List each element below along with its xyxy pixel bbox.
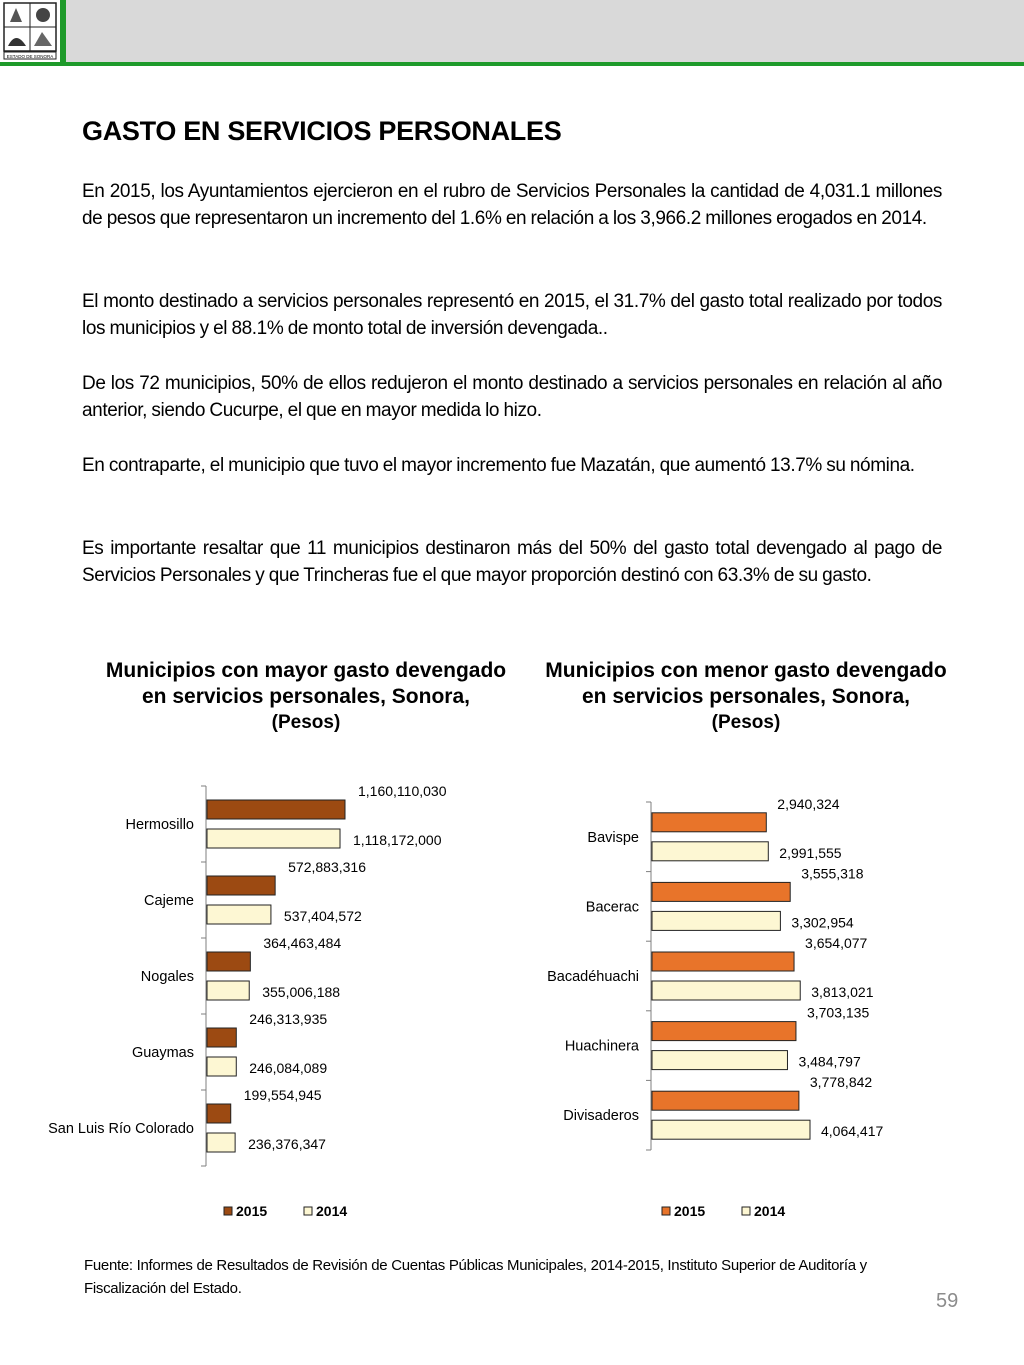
legend-label-2015: 2015 bbox=[236, 1203, 268, 1219]
paragraph-2: El monto destinado a servicios personales representó en 2015, el 31.7% del gasto total realizado por todos los municipios y el 88.1% de monto total de inversión devengada.. bbox=[82, 291, 942, 339]
bar-2015-guaymas bbox=[207, 1028, 236, 1047]
data-label: 1,160,110,030 bbox=[358, 783, 447, 799]
bar-2014-bacerac bbox=[652, 911, 780, 930]
data-label: 3,302,954 bbox=[791, 914, 854, 931]
category-label: Cajeme bbox=[144, 893, 194, 909]
svg-text:ESTADO DE SONORA: ESTADO DE SONORA bbox=[6, 54, 54, 59]
category-label: Bavispe bbox=[587, 829, 639, 846]
bar-2015-divisaderos bbox=[652, 1091, 799, 1110]
bar-2014-bacadéhuachi bbox=[652, 981, 800, 1000]
chart-2-title bbox=[536, 658, 956, 736]
data-label: 246,313,935 bbox=[249, 1011, 328, 1027]
header-bar bbox=[0, 0, 1024, 66]
paragraph-4: En contraparte, el municipio que tuvo el mayor incremento fue Mazatán, que aumentó 13.7% su nómina. bbox=[82, 455, 915, 476]
page-title: GASTO EN SERVICIOS PERSONALES bbox=[82, 116, 562, 146]
category-label: Huachinera bbox=[564, 1038, 639, 1055]
bar-2014-hermosillo bbox=[207, 829, 340, 848]
chart-1-title bbox=[96, 658, 516, 736]
legend-swatch-2014 bbox=[742, 1207, 750, 1215]
category-label: Bacerac bbox=[585, 899, 639, 916]
bar-2015-bacerac bbox=[652, 882, 790, 901]
chart-1-title-text: Municipios con mayor gasto devengado en servicios personales, Sonora, bbox=[105, 659, 507, 708]
logo bbox=[0, 0, 66, 66]
bar-2015-bacadéhuachi bbox=[652, 952, 794, 971]
data-label: 2,940,324 bbox=[777, 795, 840, 812]
legend-swatch-2014 bbox=[304, 1207, 312, 1215]
legend-label-2014: 2014 bbox=[754, 1203, 786, 1219]
paragraph-1: En 2015, los Ayuntamientos ejercieron en el rubro de Servicios Personales la cantidad de 4,031.1 millones de pesos que representaron un incremento del 1.6% en relación a los 3,966.2 millones erogados en 2014. bbox=[82, 181, 942, 229]
category-label: San Luis Río Colorado bbox=[48, 1121, 194, 1137]
bar-2014-nogales bbox=[207, 981, 249, 1000]
data-label: 199,554,945 bbox=[243, 1087, 322, 1103]
data-label: 3,813,021 bbox=[811, 984, 874, 1000]
source-note: Fuente: Informes de Resultados de Revisión de Cuentas Públicas Municipales, 2014-2015, Instituto Superior de Auditoría y Fiscalización del Estado. bbox=[84, 1257, 867, 1297]
data-label: 246,084,089 bbox=[249, 1060, 328, 1076]
bar-2014-bavispe bbox=[652, 842, 768, 861]
legend-swatch-2015 bbox=[224, 1207, 232, 1215]
paragraph-3: De los 72 municipios, 50% de ellos redujeron el monto destinado a servicios personales en relación al año anterior, siendo Cucurpe, el que en mayor medida lo hizo. bbox=[82, 373, 942, 421]
chart-2-title-text: Municipios con menor gasto devengado en servicios personales, Sonora, bbox=[545, 659, 947, 708]
data-label: 4,064,417 bbox=[821, 1123, 884, 1140]
data-label: 3,484,797 bbox=[798, 1053, 861, 1070]
bar-2014-divisaderos bbox=[652, 1120, 810, 1139]
category-label: Divisaderos bbox=[563, 1108, 639, 1125]
legend-label-2015: 2015 bbox=[674, 1203, 706, 1219]
bar-2015-bavispe bbox=[652, 813, 766, 832]
category-label: Bacadéhuachi bbox=[547, 969, 639, 985]
data-label: 3,654,077 bbox=[805, 935, 868, 951]
page-number: 59 bbox=[936, 1290, 959, 1312]
bar-2014-cajeme bbox=[207, 905, 271, 924]
data-label: 364,463,484 bbox=[263, 935, 342, 951]
chart-1-subtitle: (Pesos) bbox=[271, 712, 341, 733]
data-label: 236,376,347 bbox=[248, 1136, 326, 1152]
chart-2-subtitle: (Pesos) bbox=[711, 712, 781, 733]
bar-2015-san-luis-río-colorado bbox=[207, 1104, 231, 1123]
data-label: 537,404,572 bbox=[283, 908, 362, 924]
bar-2014-guaymas bbox=[207, 1057, 236, 1076]
legend-label-2014: 2014 bbox=[316, 1203, 348, 1219]
bar-2014-san-luis-río-colorado bbox=[207, 1133, 235, 1152]
category-label: Nogales bbox=[140, 969, 194, 985]
bar-2015-nogales bbox=[207, 952, 250, 971]
category-label: Guaymas bbox=[131, 1045, 194, 1061]
data-label: 2,991,555 bbox=[779, 844, 842, 861]
data-label: 1,118,172,000 bbox=[353, 832, 442, 848]
coat-of-arms-icon bbox=[2, 2, 58, 60]
chart-1-mayor-gasto bbox=[0, 770, 512, 1240]
category-label: Hermosillo bbox=[125, 817, 194, 833]
data-label: 3,555,318 bbox=[801, 865, 864, 882]
data-label: 355,006,188 bbox=[262, 984, 341, 1000]
bar-2014-huachinera bbox=[652, 1051, 787, 1070]
legend-swatch-2015 bbox=[662, 1207, 670, 1215]
paragraph-5: Es importante resaltar que 11 municipios destinaron más del 50% del gasto total devengado al pago de Servicios Personales y que Trincheras fue el que mayor proporción destinó con 63.3% de su gasto. bbox=[82, 538, 942, 586]
chart-2-menor-gasto bbox=[512, 770, 1024, 1240]
bar-2015-hermosillo bbox=[207, 800, 345, 819]
data-label: 572,883,316 bbox=[288, 859, 367, 875]
data-label: 3,703,135 bbox=[806, 1004, 870, 1021]
data-label: 3,778,842 bbox=[809, 1074, 873, 1091]
bar-2015-huachinera bbox=[652, 1022, 796, 1041]
bar-2015-cajeme bbox=[207, 876, 275, 895]
